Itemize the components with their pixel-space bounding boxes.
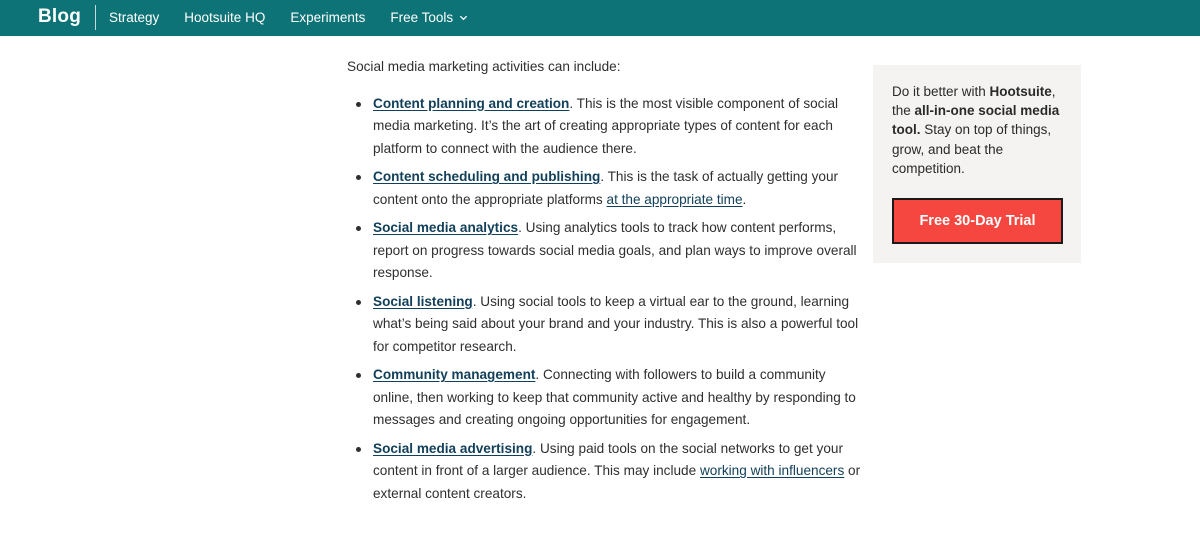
activities-list [347, 93, 867, 506]
blog-home-link[interactable]: Blog [38, 6, 82, 27]
nav-link-free-tools-label: Free Tools [390, 10, 454, 25]
promo-brand-name: Hootsuite [989, 84, 1052, 99]
bullet-icon [356, 447, 361, 452]
term-link-community-management[interactable]: Community management [373, 367, 536, 382]
nav-link-hootsuite-hq[interactable]: Hootsuite HQ [184, 10, 266, 25]
item-description-end: or external content creators. [373, 463, 861, 501]
term-link-content-planning[interactable]: Content planning and creation [373, 95, 570, 111]
chevron-down-icon [459, 13, 468, 22]
item-description: . Connecting with followers to build a community online, then working to keep that community active and healthy by responding to messages and creating ongoing opportunities for engagement. [373, 367, 856, 427]
promo-text-part: Stay on top of things, grow, and beat the competition. [892, 122, 1052, 176]
list-item [347, 93, 867, 161]
term-link-content-scheduling[interactable]: Content scheduling and publishing [373, 169, 601, 184]
bullet-icon [356, 226, 361, 231]
list-item [347, 364, 867, 432]
promo-text-part: , the [892, 84, 1056, 119]
promo-text-part: Do it better with [892, 84, 990, 99]
list-item [347, 291, 867, 359]
item-description: . Using social tools to keep a virtual ear to the ground, learning what’s being said about your brand and your industry. This is also a powerful tool for competitor research. [373, 293, 859, 354]
list-item [347, 438, 867, 506]
promo-highlight: all-in-one social media tool. [892, 103, 1060, 138]
bullet-icon [356, 175, 361, 180]
item-description: . Using paid tools on the social networks to get your content in front of a larger audience. This may include [373, 440, 843, 478]
inline-link-appropriate-time[interactable]: at the appropriate time [606, 191, 743, 207]
article-body [347, 56, 867, 511]
term-link-social-listening[interactable]: Social listening [373, 293, 473, 309]
promo-text [892, 82, 1062, 178]
item-description: . Using analytics tools to track how content performs, report on progress towards social media goals, and plan ways to improve overall response. [373, 220, 857, 280]
bullet-icon [356, 300, 361, 305]
free-trial-button[interactable]: Free 30-Day Trial [892, 198, 1063, 244]
nav-link-strategy[interactable]: Strategy [109, 10, 160, 25]
item-description: . This is the task of actually getting your content onto the appropriate platforms [373, 169, 839, 207]
list-item [347, 166, 867, 211]
item-description-end: . [742, 191, 747, 207]
nav-link-free-tools[interactable] [390, 10, 468, 25]
article-intro: Social media marketing activities can include: [347, 59, 621, 74]
nav-divider [95, 5, 96, 30]
promo-card [873, 65, 1081, 263]
nav-links [109, 10, 493, 25]
item-description: . This is the most visible component of social media marketing. It’s the art of creating appropriate types of content for each platform to connect with the audience there. [373, 95, 839, 156]
list-item [347, 217, 867, 285]
term-link-social-media-advertising[interactable]: Social media advertising [373, 440, 533, 456]
nav-link-experiments[interactable]: Experiments [290, 10, 366, 25]
bullet-icon [356, 373, 361, 378]
inline-link-working-with-influencers[interactable]: working with influencers [699, 463, 845, 478]
bullet-icon [356, 102, 361, 107]
term-link-social-media-analytics[interactable]: Social media analytics [373, 220, 519, 235]
top-navigation [0, 0, 1200, 36]
